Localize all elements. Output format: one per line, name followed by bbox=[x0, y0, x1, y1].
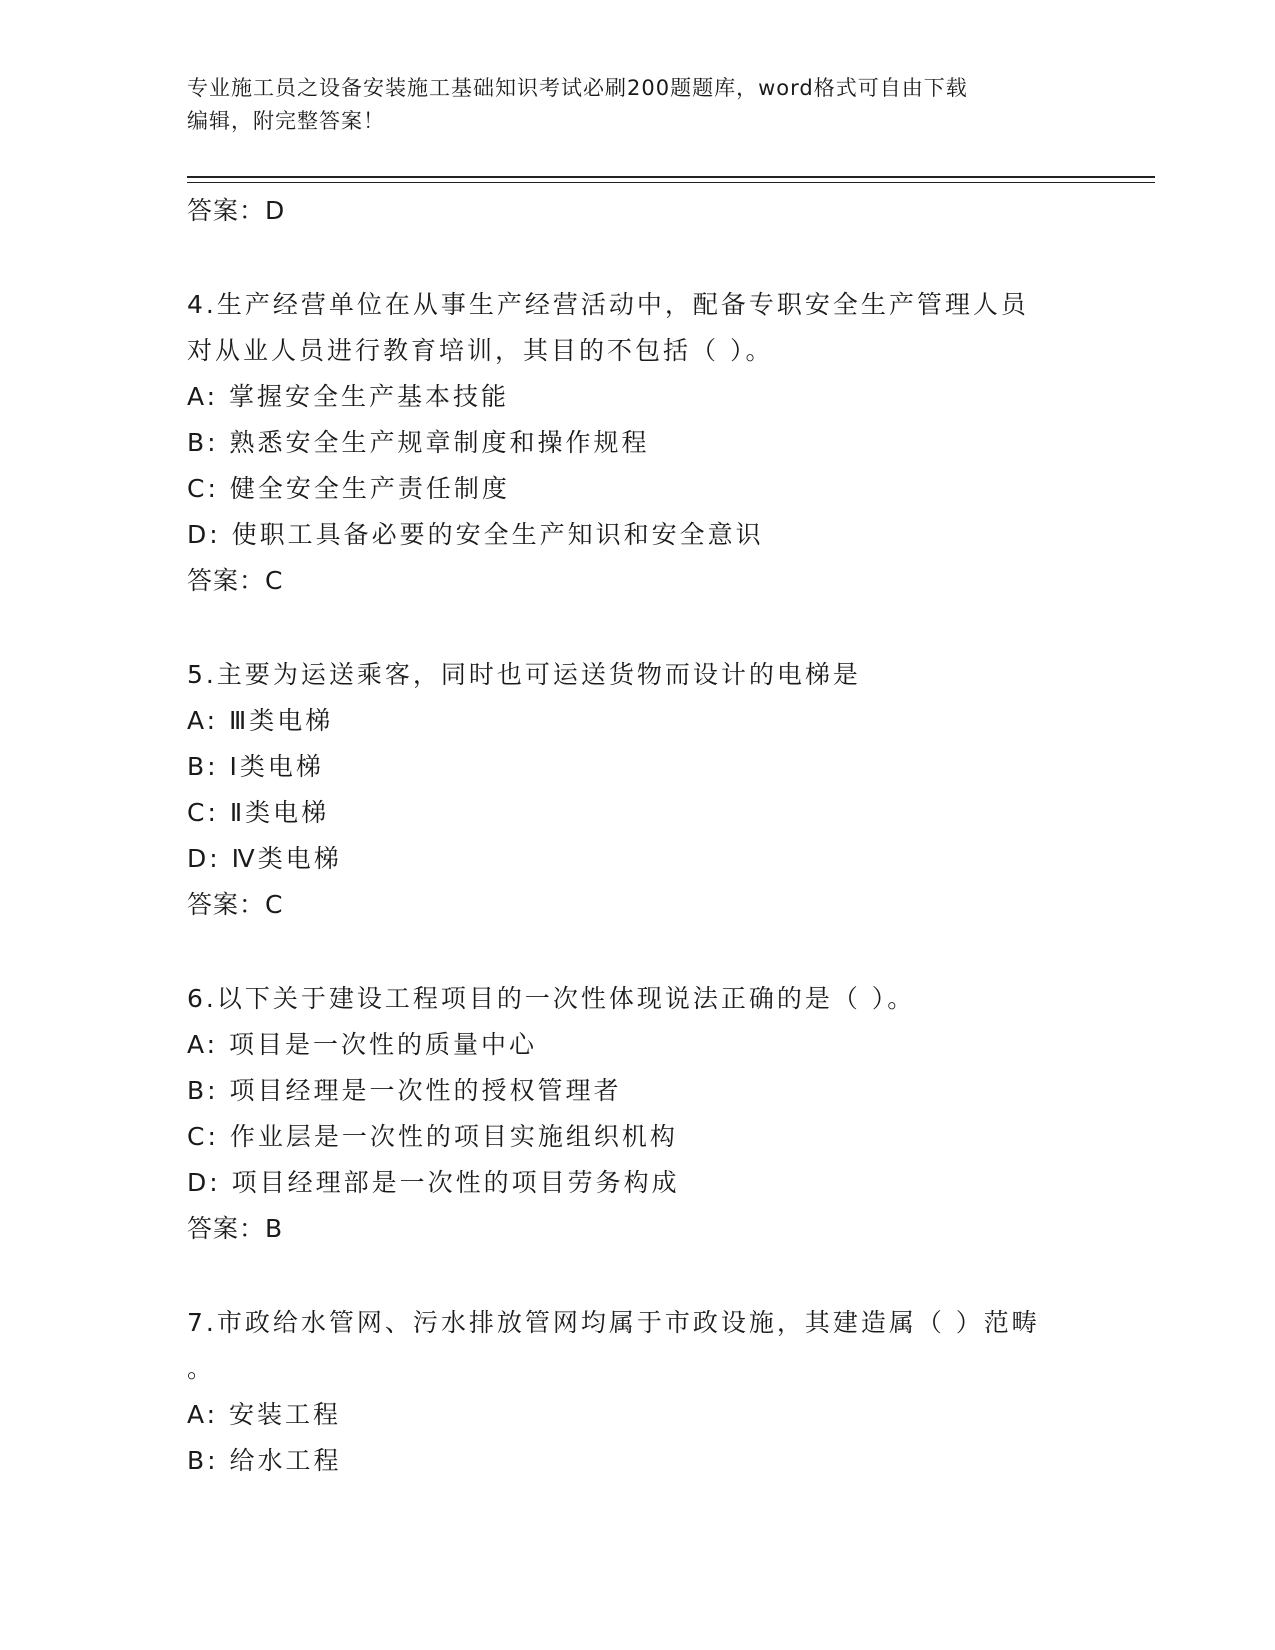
answer-line: 答案：C bbox=[187, 566, 284, 595]
option-d: D: 项目经理部是一次性的项目劳务构成 bbox=[187, 1168, 680, 1197]
header-rule-thick bbox=[187, 176, 1155, 178]
option-c: C: 健全安全生产责任制度 bbox=[187, 474, 510, 503]
question-6 bbox=[187, 976, 1087, 1252]
option-a: A: 项目是一次性的质量中心 bbox=[187, 1030, 538, 1059]
option-a: A: 安装工程 bbox=[187, 1400, 342, 1429]
document-body bbox=[187, 188, 1087, 1484]
question-7 bbox=[187, 1300, 1087, 1484]
question-stem-line: 7.市政给水管网、污水排放管网均属于市政设施，其建造属（ ）范畴 bbox=[187, 1308, 1040, 1337]
question-4 bbox=[187, 282, 1087, 604]
option-d: D: 使职工具备必要的安全生产知识和安全意识 bbox=[187, 520, 764, 549]
question-stem-line: 5.主要为运送乘客，同时也可运送货物而设计的电梯是 bbox=[187, 660, 861, 689]
question-stem-line: 4.生产经营单位在从事生产经营活动中，配备专职安全生产管理人员 bbox=[187, 290, 1029, 319]
option-c: C: Ⅱ类电梯 bbox=[187, 798, 330, 827]
option-b: B: Ⅰ类电梯 bbox=[187, 752, 324, 781]
answer-line: 答案：B bbox=[187, 1214, 284, 1243]
header-line-2: 编辑，附完整答案！ bbox=[187, 109, 385, 133]
option-b: B: 项目经理是一次性的授权管理者 bbox=[187, 1076, 622, 1105]
question-stem-line: 6.以下关于建设工程项目的一次性体现说法正确的是（ ）。 bbox=[187, 984, 916, 1013]
option-b: B: 熟悉安全生产规章制度和操作规程 bbox=[187, 428, 650, 457]
question-5 bbox=[187, 652, 1087, 928]
option-c: C: 作业层是一次性的项目实施组织机构 bbox=[187, 1122, 678, 1151]
option-b: B: 给水工程 bbox=[187, 1446, 342, 1475]
answer-line: 答案：C bbox=[187, 890, 284, 919]
option-a: A: Ⅲ类电梯 bbox=[187, 706, 334, 735]
answer-line: 答案：D bbox=[187, 196, 286, 225]
question-stem-line: 对从业人员进行教育培训，其目的不包括（ ）。 bbox=[187, 336, 774, 365]
question-stem-line: 。 bbox=[187, 1354, 216, 1383]
document-header bbox=[187, 72, 1087, 138]
option-d: D: Ⅳ类电梯 bbox=[187, 844, 342, 873]
header-line-1: 专业施工员之设备安装施工基础知识考试必刷200题题库，word格式可自由下载 bbox=[187, 76, 968, 100]
header-rule-thin bbox=[187, 182, 1155, 183]
option-a: A: 掌握安全生产基本技能 bbox=[187, 382, 510, 411]
